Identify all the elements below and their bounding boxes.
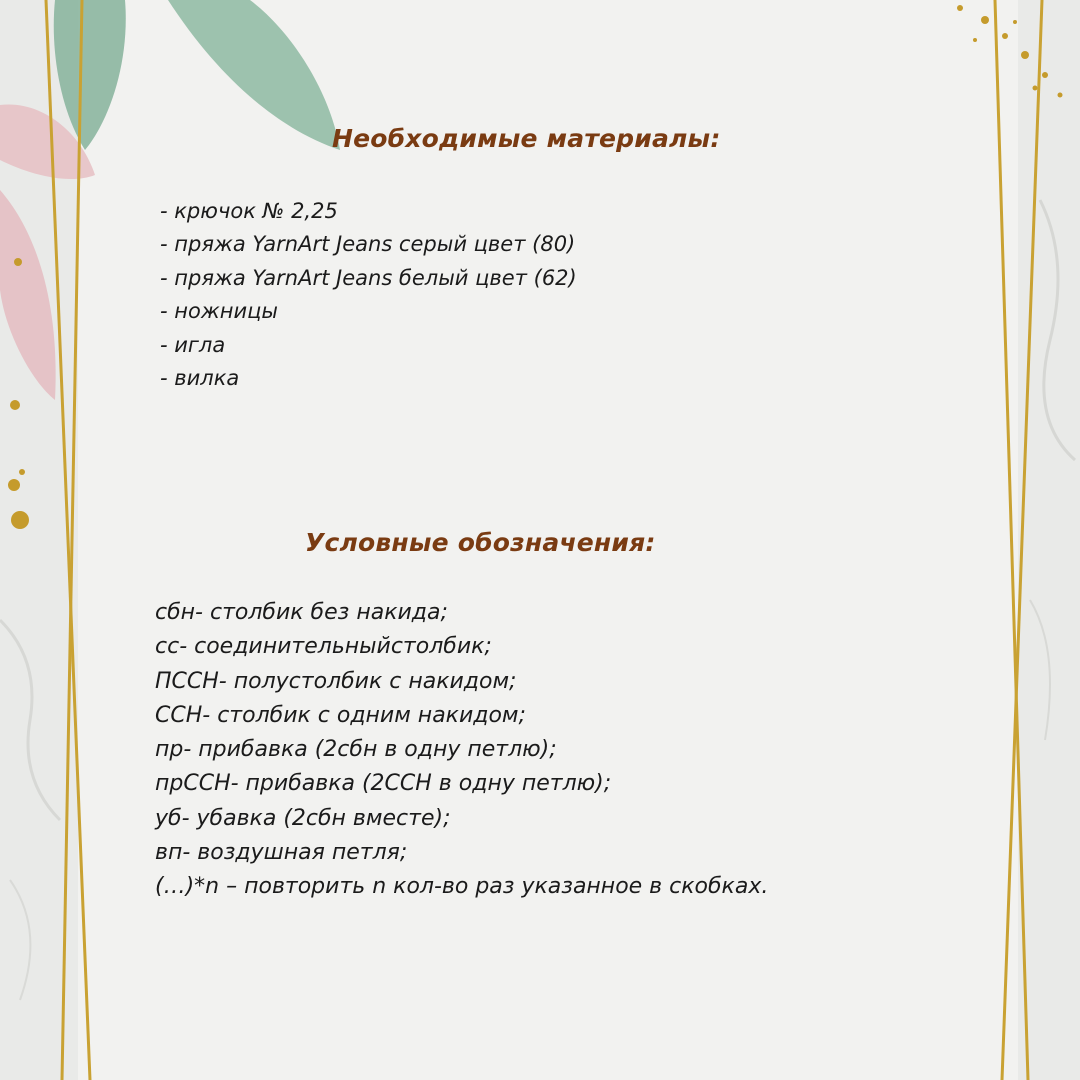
list-item: - игла: [160, 332, 226, 357]
list-item: - пряжа YarnArt Jeans серый цвет (80): [160, 232, 576, 257]
list-item: - крючок № 2,25: [160, 199, 338, 223]
list-item: - пряжа YarnArt Jeans белый цвет (62): [160, 265, 577, 290]
list-item: вп- воздушная петля;: [155, 840, 408, 866]
list-item: сс- соединительныйстолбик;: [155, 634, 492, 660]
materials-heading: Необходимые материалы:: [332, 124, 721, 153]
list-item: ПССН- полустолбик с накидом;: [155, 668, 517, 694]
materials-list: [160, 195, 577, 395]
list-item: прССН- прибавка (2ССН в одну петлю);: [155, 771, 612, 797]
legend-heading: Условные обозначения:: [305, 528, 656, 557]
list-item: сбн- столбик без накида;: [155, 600, 448, 625]
list-item: уб- убавка (2сбн вместе);: [155, 805, 451, 831]
list-item: (…)*n – повторить n кол-во раз указанное в скобках.: [155, 874, 769, 900]
list-item: - вилка: [160, 366, 240, 391]
list-item: - ножницы: [160, 299, 279, 324]
list-item: пр- прибавка (2сбн в одну петлю);: [155, 737, 557, 763]
legend-list: [155, 596, 768, 905]
list-item: ССН- столбик с одним накидом;: [155, 702, 526, 728]
